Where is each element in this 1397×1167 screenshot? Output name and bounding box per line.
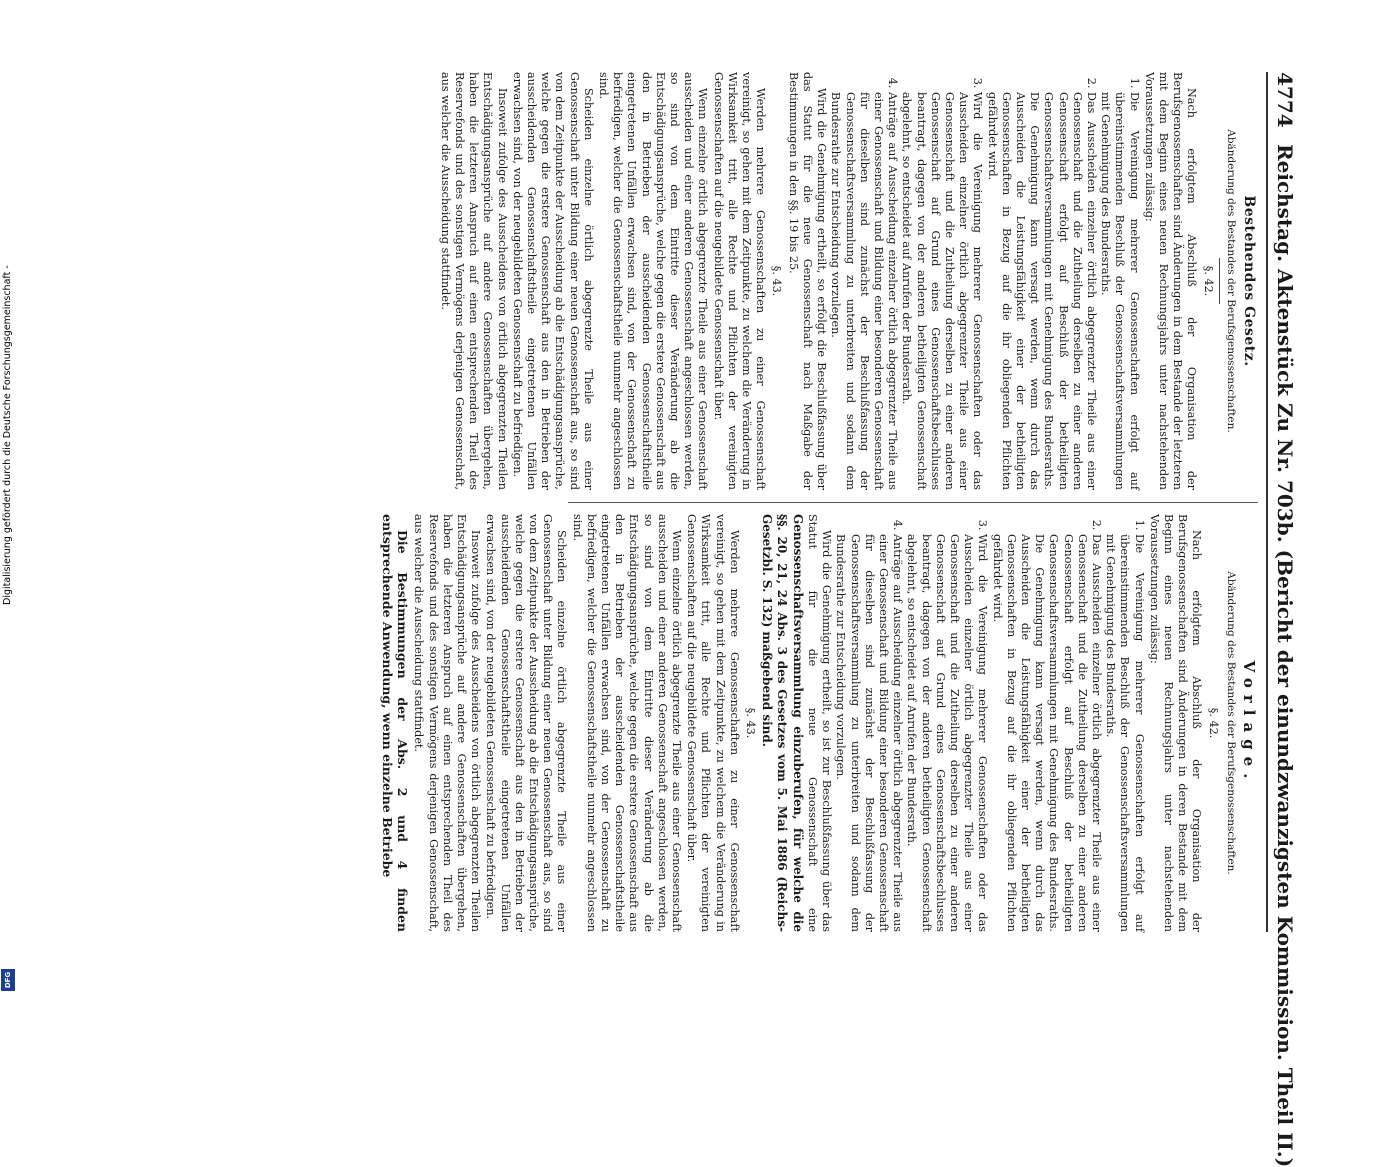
list-item: 1. Die Vereinigung mehrerer Genossenschaften erfolgt auf übereinstimmenden Beschluß der Genossenschaftsversammlungen mit Genehmigung des Bundesraths.: [1103, 534, 1146, 932]
numbered-list: [828, 72, 1140, 490]
list-item: 1. Die Vereinigung mehrerer Genossenschaften erfolgt auf übereinstimmenden Beschluß der Genossenschaftsversammlungen mit Genehmigung des Bundesraths.: [1098, 92, 1141, 490]
digitization-credit: Digitalisierung gefördert durch die Deutsche Forschungsgemeinschaft -: [2, 265, 13, 605]
column-heading: Vorlage.: [1240, 660, 1258, 786]
paragraph: Wird die Genehmigung ertheilt, so erfolgt die Beschlußfassung über das Statut für die neue Genossenschaft nach Maßgabe der Bestimmungen in den §§. 19 bis 25.: [786, 72, 829, 490]
paragraph: Scheiden einzelne örtlich abgegrenzte Theile aus einer Genossenschaft unter Bildung einer neuen Genossenschaft aus, so sind von dem Zeitpunkte der Ausscheidung ab die Entschädigungsansprüche, welche gegen die erstere Genossenschaft aus den in Betrieben der ausscheidenden Genossenschaftstheile eingetretenen Unfällen erwachsen sind, von der neugebildeten Genossenschaft zu befriedigen.: [510, 72, 595, 490]
paragraph: Wenn einzelne örtlich abgegrenzte Theile aus einer Genossenschaft ausscheiden und einer anderen Genossenschaft angeschlossen werden, so sind von dem Eintritte dieser Veränderung ab die Entschädigungsansprüche, welche gegen die erstere Genossenschaft aus den in Betrieben der ausscheidenden Genossenschaftstheile eingetretenen Unfällen erwachsen sind, von der Genossenschaft zu befriedigen, welcher die Genossenschaftstheile nunmehr angeschlossen sind.: [570, 514, 684, 932]
column-subheading: Abänderung des Bestandes der Berufsgenossenschaften.: [1224, 571, 1237, 875]
section-sign: §. 43.: [744, 707, 758, 739]
bold-amendment: Die Bestimmungen der Abs. 2 und 4 finden entsprechende Anwendung, wenn einzelne Betriebe: [380, 514, 411, 932]
short-rule: [1219, 258, 1220, 304]
section-sign: §. 42.: [1206, 707, 1220, 739]
closing-text: Wird die Genehmigung ertheilt, so ist zur Beschlußfassung über das Statut für die neue Genossenschaft eine: [805, 514, 834, 932]
section-sign: §. 42.: [1201, 265, 1215, 297]
list-item: 2. Das Ausscheiden einzelner örtlich abgegrenzter Theile aus einer Genossenschaft und die Zutheilung derselben zu einer anderen Genossenschaft erfolgt auf Beschluß der betheiligten Genossenschaftsversammlungen mit Genehmigung des Bundesraths. Die Genehmigung kann versagt werden, wenn durch das Ausscheiden die Leistungsfähigkeit einer der betheiligten Genossenschaften in Bezug auf die ihr obliegenden Pflichten gefährdet wird.: [984, 92, 1098, 490]
paragraph: Scheiden einzelne örtlich abgegrenzte Theile aus einer Genossenschaft unter Bildung einer neuen Genossenschaft aus, so sind von dem Zeitpunkte der Ausscheidung ab die Entschädigungsansprüche, welche gegen die erstere Genossenschaft aus den in Betrieben der ausscheidenden Genossenschaftstheile eingetretenen Unfällen erwachsen sind, von der neugebildeten Genossenschaft zu befriedigen.: [484, 514, 569, 932]
list-item: 3. Wird die Vereinigung mehrerer Genossenschaften oder das Ausscheiden einzelner örtlich abgegrenzter Theile aus einer Genossenschaft und die Zutheilung derselben zu einer anderen Genossenschaft auf Grund eines Genossenschaftsbeschlusses beantragt, dagegen von der anderen betheiligten Genossenschaft abgelehnt, so entscheidet auf Anrufen der Bundesrath.: [899, 92, 984, 490]
running-head: [1272, 72, 1298, 1167]
list-item: 3. Wird die Vereinigung mehrerer Genossenschaften oder das Ausscheiden einzelner örtlich abgegrenzter Theile aus einer Genossenschaft und die Zutheilung derselben zu einer anderen Genossenschaft auf Grund eines Genossenschaftsbeschlusses beantragt, dagegen von der anderen betheiligten Genossenschaft abgelehnt, so entscheidet auf Anrufen der Bundesrath.: [904, 534, 989, 932]
column-subheading: Abänderung des Bestandes der Berufsgenossenschaften.: [1224, 129, 1237, 433]
page-number: 4774: [1273, 72, 1297, 128]
running-head-title: Reichstag. Aktenstück Zu Nr. 703b. (Bericht der einundzwanzigsten Kommission. Theil II.): [1273, 144, 1297, 1167]
paragraph: [759, 514, 833, 932]
column-existing-law: [437, 72, 1258, 490]
dfg-logo-text: DFG: [4, 971, 12, 989]
paragraph: Insoweit zufolge des Ausscheidens von örtlich abgegrenzten Theilen Entschädigungsansprüche auf andere Genossenschaften übergehen, haben die letzteren Anspruch auf einen entsprechenden Theil des Reservefonds und des sonstigen Vermögens derjenigen Genossenschaft, aus welcher die Ausscheidung stattfindet.: [438, 72, 509, 490]
column-heading: Bestehendes Gesetz.: [1241, 195, 1257, 367]
paragraph: Wenn einzelne örtlich abgegrenzte Theile aus einer Genossenschaft ausscheiden und einer anderen Genossenschaft angeschlossen werden, so sind von dem Eintritte dieser Veränderung ab die Entschädigungsansprüche, welche gegen die erstere Genossenschaft aus den in Betrieben der ausscheidenden Genossenschaftstheile eingetretenen Unfällen erwachsen sind, von der Genossenschaft zu befriedigen, welcher die Genossenschaftstheile nunmehr angeschlossen sind.: [597, 72, 710, 490]
paragraph: Werden mehrere Genossenschaften zu einer Genossenschaft vereinigt, so gehen mit dem Zeitpunkte, zu welchem die Veränderung in Wirksamkeit tritt, alle Rechte und Pflichten der vereinigten Genossenschaften auf die neugebildete Genossenschaft über.: [711, 72, 768, 490]
list-item: 4. Anträge auf Ausscheidung einzelner örtlich abgegrenzter Theile aus einer Genossenschaft und Bildung einer besonderen Genossenschaft für dieselben sind zunächst der Beschlußfassung der Genossenschaftsversammlung zu unterbreiten und sodann dem Bundesrathe zur Entscheidung vorzulegen.: [828, 92, 899, 490]
document-page: [98, 72, 1298, 1167]
column-proposal: [379, 514, 1258, 932]
list-item: 2. Das Ausscheiden einzelner örtlich abgegrenzter Theile aus einer Genossenschaft und die Zutheilung derselben zu einer anderen Genossenschaft erfolgt auf Beschluß der betheiligten Genossenschaftsversammlungen mit Genehmigung des Bundesraths. Die Genehmigung kann versagt werden, wenn durch das Ausscheiden die Leistungsfähigkeit einer der betheiligten Genossenschaften in Bezug auf die ihr obliegenden Pflichten gefährdet wird.: [989, 534, 1103, 932]
paragraph: Nach erfolgtem Abschluß der Organisation der Berufsgenossenschaften sind Änderungen in deren Bestande mit dem Beginn eines neuen Rechnungsjahrs unter nachstehenden Voraussetzungen zulässig:: [1147, 514, 1204, 932]
bold-amendment: Genossenschaftsversammlung einzuberufen, für welche die §§. 20, 21, 24 Abs. 3 des Gesetzes vom 5. Mai 1886 (Reichs-Gesetzbl. S. 132) maßgebend sind.: [760, 514, 805, 932]
paragraph: Nach erfolgtem Abschluß der Organisation der Berufsgenossenschaften sind Änderungen in dem Bestande der letzteren mit dem Beginn eines neuen Rechnungsjahrs unter nachstehenden Voraussetzungen zulässig:: [1142, 72, 1199, 490]
paragraph: Insoweit zufolge des Ausscheidens von örtlich abgegrenzten Theilen Entschädigungsansprüche auf andere Genossenschaften übergehen, haben die letzteren Anspruch auf einen entsprechenden Theil des Reservefonds und des sonstigen Vermögens derjenigen Genossenschaft, aus welcher die Ausscheidung stattfindet.: [412, 514, 483, 932]
column-divider: [568, 502, 1258, 503]
list-item: 4. Anträge auf Ausscheidung einzelner örtlich abgegrenzter Theile aus einer Genossenschaft und Bildung einer besonderen Genossenschaft für dieselben sind zunächst der Beschlußfassung der Genossenschaftsversammlung zu unterbreiten und sodann dem Bundesrathe zur Entscheidung vorzulegen.: [833, 534, 904, 932]
section-sign: §. 43.: [770, 265, 784, 297]
paragraph: Werden mehrere Genossenschaften zu einer Genossenschaft vereinigt, so gehen mit dem Zeitpunkte, zu welchem die Veränderung in Wirksamkeit tritt, alle Rechte und Pflichten der vereinigten Genossenschaften auf die neugebildete Genossenschaft über.: [685, 514, 741, 932]
dfg-logo: [1, 969, 15, 991]
header-rule: [1266, 72, 1268, 932]
numbered-list: [833, 514, 1145, 932]
